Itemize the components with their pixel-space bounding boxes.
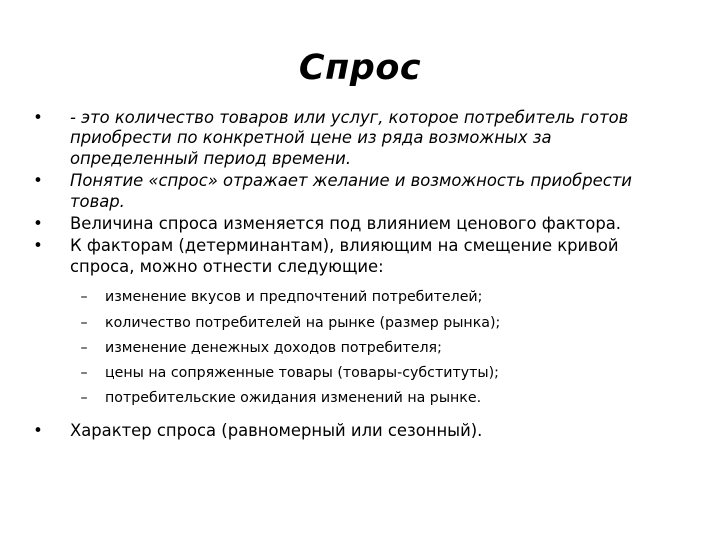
sub-item-text: количество потребителей на рынке (размер рынка);: [105, 314, 501, 331]
bullet-icon: •: [33, 214, 43, 234]
bullet-text: Характер спроса (равномерный или сезонный).: [70, 420, 483, 440]
sub-item: [70, 361, 676, 386]
slide-title: Спрос: [298, 48, 422, 88]
bullet-icon: •: [33, 420, 43, 440]
sub-item: [70, 386, 676, 411]
dash-icon: –: [80, 314, 88, 331]
bullet-icon: •: [33, 171, 43, 191]
bullet-text: - это количество товаров или услуг, которое потребитель готов приобрести по конкретной цене из ряда возможных за определенный период времени.: [70, 108, 629, 168]
bullet-text: Величина спроса изменяется под влиянием ценового фактора.: [70, 214, 621, 234]
bullet-icon: •: [33, 236, 43, 256]
sub-item: [70, 311, 676, 336]
slide-content: [33, 108, 676, 441]
sub-item-text: изменение вкусов и предпочтений потребителей;: [105, 289, 483, 306]
sub-item: [70, 285, 676, 310]
sub-item-text: потребительские ожидания изменений на рынке.: [105, 390, 482, 407]
sub-item-text: изменение денежных доходов потребителя;: [105, 339, 442, 356]
dash-icon: –: [80, 390, 88, 407]
bullet-text: Понятие «спрос» отражает желание и возможность приобрести товар.: [70, 171, 632, 211]
bullet-list: [33, 108, 676, 441]
bullet-item: [33, 420, 676, 441]
bullet-text: К факторам (детерминантам), влияющим на смещение кривой спроса, можно отнести следующие:: [70, 236, 619, 276]
dash-icon: –: [80, 365, 88, 382]
dash-icon: –: [80, 339, 88, 356]
dash-icon: –: [80, 289, 88, 306]
sub-item-text: цены на сопряженные товары (товары-субституты);: [105, 365, 499, 382]
bullet-item: [33, 108, 676, 169]
bullet-item: [33, 171, 676, 212]
sub-item: [70, 336, 676, 361]
sub-list: [70, 285, 676, 411]
bullet-item: [33, 214, 676, 234]
bullet-item: [33, 236, 676, 411]
bullet-icon: •: [33, 108, 43, 127]
